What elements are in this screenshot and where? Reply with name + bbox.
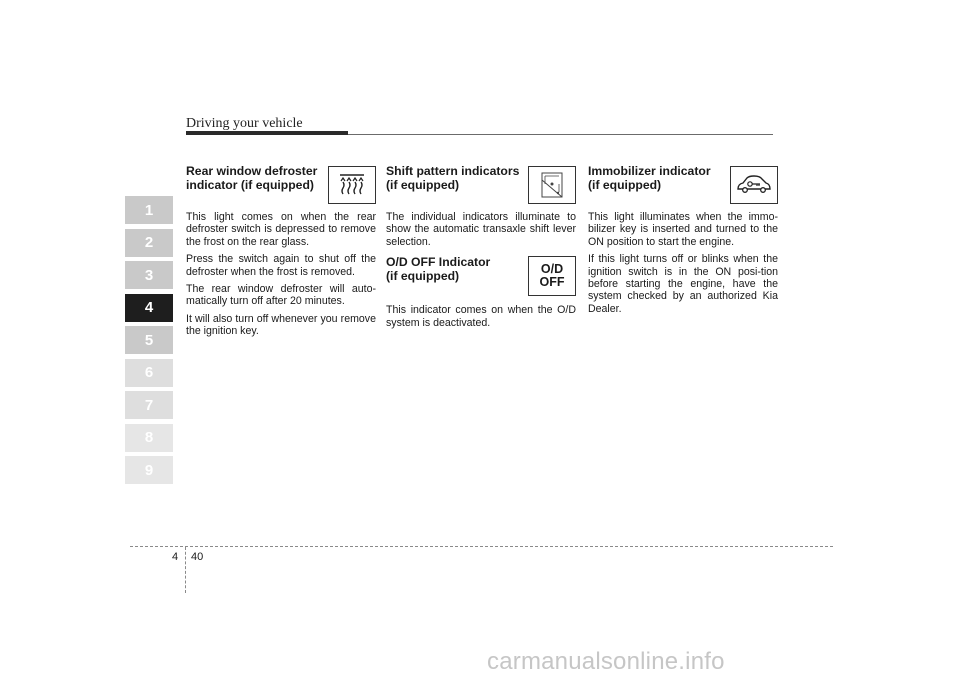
shift-pattern-section bbox=[386, 165, 576, 334]
rear-defroster-paragraph-1: This light comes on when the rear defroster switch is depressed to remove the frost on the rear glass. bbox=[186, 211, 376, 248]
chapter-tab-1[interactable]: 1 bbox=[125, 196, 173, 224]
rear-defroster-paragraph-4: It will also turn off whenever you remove the ignition key. bbox=[186, 312, 376, 338]
rear-defroster-icon bbox=[328, 166, 376, 204]
chapter-tab-9[interactable]: 9 bbox=[125, 456, 173, 484]
chapter-tab-6[interactable]: 6 bbox=[125, 359, 173, 387]
immobilizer-car-key-icon bbox=[730, 166, 778, 204]
immobilizer-heading: Immobilizer indicator (if equipped) bbox=[588, 164, 711, 192]
chapter-tab-8[interactable]: 8 bbox=[125, 424, 173, 452]
od-off-icon bbox=[528, 256, 576, 296]
rear-defroster-section bbox=[186, 165, 376, 343]
rear-defroster-paragraph-2: Press the switch again to shut off the defroster when the frost is removed. bbox=[186, 253, 376, 278]
od-off-paragraph: This indicator comes on when the O/D system is deactivated. bbox=[386, 304, 576, 329]
header-rule bbox=[348, 134, 773, 135]
chapter-tab-7[interactable]: 7 bbox=[125, 391, 173, 419]
shift-pattern-paragraph: The individual indicators illuminate to show the automatic transaxle shift lever selection. bbox=[386, 211, 576, 248]
od-off-icon-label: O/D OFF bbox=[539, 262, 565, 290]
chapter-tab-5[interactable]: 5 bbox=[125, 326, 173, 354]
rear-defroster-paragraph-3: The rear window defroster will auto-matically turn off after 20 minutes. bbox=[186, 283, 376, 308]
chapter-tabs bbox=[125, 196, 173, 489]
header-bar bbox=[186, 131, 348, 135]
watermark: carmanualsonline.info bbox=[487, 648, 725, 675]
shift-pattern-heading: Shift pattern indicators (if equipped) bbox=[386, 164, 520, 192]
footer-rule bbox=[130, 546, 833, 547]
od-off-heading: O/D OFF Indicator (if equipped) bbox=[386, 255, 491, 283]
rear-defroster-heading: Rear window defroster indicator (if equipped) bbox=[186, 164, 318, 192]
footer-divider bbox=[185, 547, 186, 593]
immobilizer-paragraph-1: This light illuminates when the immo-bilizer key is inserted and turned to the ON position to start the engine. bbox=[588, 211, 778, 248]
footer-page-number: 40 bbox=[191, 551, 204, 563]
immobilizer-section bbox=[588, 165, 778, 320]
footer-chapter-number: 4 bbox=[172, 551, 179, 563]
immobilizer-paragraph-2: If this light turns off or blinks when the ignition switch is in the ON posi-tion before starting the engine, have the system checked by an authorized Kia Dealer. bbox=[588, 253, 778, 315]
section-title: Driving your vehicle bbox=[186, 116, 303, 131]
shift-pattern-icon bbox=[528, 166, 576, 204]
chapter-tab-4[interactable]: 4 bbox=[125, 294, 173, 322]
chapter-tab-3[interactable]: 3 bbox=[125, 261, 173, 289]
chapter-tab-2[interactable]: 2 bbox=[125, 229, 173, 257]
